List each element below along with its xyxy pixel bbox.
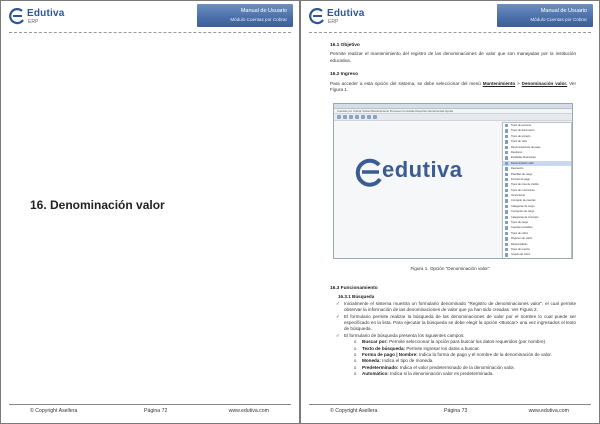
footer-website[interactable]: www.edutiva.com <box>528 408 569 414</box>
menu-item-label: Denominación valor <box>511 161 534 165</box>
figure-screenshot <box>333 103 573 259</box>
check-item: ✓ Inicialmente el sistema muestra un formulario denominado "Registro de denominaciones valor", el cual permite observar la información de las denominaciones de valor que ya han sido creadas. Ver Figura 2. <box>330 301 576 314</box>
menu-item-label: Denominaciones de pago <box>511 145 541 149</box>
footer-page-number: Página 73 <box>444 408 468 414</box>
field-label: Predeterminado: <box>362 364 399 370</box>
menu-item-label: Régimen de cobro <box>511 237 533 241</box>
menu-item-label: Grupos de cobro <box>511 253 531 257</box>
app-logo-text: edutiva <box>382 157 463 182</box>
right-page <box>301 1 599 423</box>
menu-item-icon <box>505 173 508 176</box>
toolbar-icon <box>349 115 353 119</box>
menu-item-label: Tipos de cobro <box>511 231 529 235</box>
menu-item-icon <box>505 253 508 256</box>
field-label: Forma de pago | Nombre: <box>362 352 418 358</box>
banner-subtitle: Módulo Cuentas por Cobrar <box>230 17 287 22</box>
menu-path-denominacion: Denominación valor. <box>521 80 568 86</box>
footer-website[interactable]: www.edutiva.com <box>228 408 269 414</box>
menu-item-icon <box>505 232 508 235</box>
left-page <box>1 1 299 423</box>
logo-subtext: ERP <box>28 19 39 25</box>
menu-item-label: Conceptos de cargo <box>511 210 535 214</box>
manual-banner <box>197 4 293 27</box>
menu-item-label: Tipos de emisión <box>511 134 531 138</box>
page-header <box>1 1 299 33</box>
logo-text: Edutiva <box>27 8 65 19</box>
mantenimiento-dropdown-menu <box>502 122 572 259</box>
page-header <box>301 1 599 33</box>
logo-text: Edutiva <box>327 8 365 19</box>
app-logo-icon <box>354 157 384 187</box>
field-bullet <box>330 371 576 377</box>
menu-item-label: Responsables <box>511 242 528 246</box>
check-item: ✓ El formulario de búsqueda presenta los siguientes campos: <box>330 333 576 339</box>
section-busqueda-title: 16.3.1 Búsqueda <box>338 294 375 300</box>
toolbar-icon <box>355 115 359 119</box>
menu-item-label: Tipos de valor <box>511 140 528 144</box>
page-footer <box>1 404 299 418</box>
banner-title: Manual de Usuario <box>240 8 287 14</box>
menu-item-icon <box>505 189 508 192</box>
menu-item-label: Tipos de nota de crédito <box>511 183 539 187</box>
toolbar-icon <box>367 115 371 119</box>
menu-item-icon <box>505 194 508 197</box>
edutiva-logo-icon <box>9 7 25 25</box>
menu-item-icon <box>505 146 508 149</box>
intro-content <box>330 43 576 101</box>
field-label: Buscar por: <box>362 339 388 345</box>
menu-item-label: Vencimiento <box>511 194 526 198</box>
menu-item-icon <box>505 167 508 170</box>
field-description: Indica el valor predeterminado de la denominación valor. <box>398 364 515 370</box>
menu-item-label: Categorías de cargo <box>511 204 535 208</box>
header-divider <box>309 32 591 33</box>
section-funcionamiento-title: 16.3 Funcionamiento <box>330 286 378 291</box>
menu-item-icon <box>505 162 508 165</box>
footer-page-number: Página 72 <box>144 408 168 414</box>
app-menubar: Cuentas por Cobrar Vistas Mantenimiento Procesos Consultas Reportes Herramientas Ayuda <box>334 109 572 114</box>
menu-item-icon <box>505 221 508 224</box>
menu-item-label: Tipos de persona <box>511 124 531 127</box>
field-label: Texto de búsqueda: <box>362 345 406 351</box>
app-toolbar <box>334 114 572 121</box>
menu-item-icon <box>505 248 508 251</box>
menu-item-label: Entidades financieras <box>511 156 536 160</box>
menu-item-label: Formas de pago <box>511 177 530 181</box>
menu-item-icon <box>505 151 508 154</box>
header-divider <box>9 32 291 33</box>
menu-item-icon <box>505 124 508 127</box>
menu-item-icon <box>505 205 508 208</box>
field-description: Permite seleccionar la opción para buscar los datos requeridos (por nombre). <box>387 339 547 345</box>
footer-divider <box>309 404 591 405</box>
section-ingreso-title: 16.2 Ingreso <box>330 72 358 78</box>
field-description: Permite ingresar los datos a buscar. <box>405 345 480 351</box>
logo-subtext: ERP <box>328 19 339 25</box>
menu-item-icon <box>505 243 508 246</box>
ingreso-text-a: Para acceder a esta opción del sistema, se debe seleccionar del menú <box>330 80 481 86</box>
menu-item-label: Descuento <box>511 167 524 171</box>
toolbar-icon <box>337 115 341 119</box>
menu-item-icon <box>505 199 508 202</box>
section-objetivo-title: 16.1 Objetivo <box>330 43 360 48</box>
menu-item-label: Deudores <box>511 150 523 154</box>
menu-item-icon <box>505 135 508 138</box>
menu-path-separator: > <box>515 80 522 86</box>
menu-item-icon <box>505 156 508 159</box>
menu-item-label: Plantillas de cargo <box>511 172 533 176</box>
menu-item-icon <box>505 226 508 229</box>
edutiva-logo-icon <box>309 7 325 25</box>
funcionamiento-content <box>330 286 576 378</box>
field-description: Indica la forma de pago y el nombre de la denominación de valor. <box>417 352 552 358</box>
menu-item-icon <box>505 140 508 143</box>
dropdown-menu-item[interactable] <box>503 252 571 257</box>
menu-path-mantenimiento: Mantenimiento <box>482 80 516 86</box>
field-label: Automático: <box>362 371 389 377</box>
menu-item-icon <box>505 183 508 186</box>
check-item: ✓ El formulario permite realizar la búsqueda de las denominaciones de valor por el nombre lo cual puede ser especificado en la lista. Para ejecutar la búsqueda se debe elegir la opción <Buscar> una vez ingresados el texto de búsqueda. <box>330 314 576 333</box>
menu-item-icon <box>505 237 508 240</box>
edutiva-logo <box>309 7 369 29</box>
section-ingreso-text <box>330 81 576 94</box>
menu-item-label: Tipos de movimiento <box>511 188 535 192</box>
field-description: Indica si la denominación valor es predeterminada. <box>388 371 494 377</box>
menu-item-label: Tipos de documento <box>511 129 535 133</box>
banner-subtitle: Módulo Cuentas por Cobrar <box>530 17 587 22</box>
footer-copyright: © Copyright Asellera <box>330 408 378 414</box>
menu-item-label: Categorías de concepto <box>511 215 539 219</box>
menu-item-label: Tipos de cargo <box>511 221 529 225</box>
menu-item-label: Cuentas contables <box>511 226 533 230</box>
menu-item-label: Concepto de cuentas <box>511 199 536 203</box>
page-footer <box>301 404 599 418</box>
edutiva-logo <box>9 7 69 29</box>
banner-title: Manual de Usuario <box>540 8 587 14</box>
section-objetivo-text: Permite realizar el mantenimiento del registro de las denominaciones de valor que son manejadas por la institución educativa. <box>330 51 576 63</box>
ingreso-text-b: Ver Figura 1. <box>330 80 577 93</box>
footer-copyright: © Copyright Asellera <box>30 408 78 414</box>
menu-item-label: Tipos de reporte <box>511 247 530 251</box>
field-label: Moneda: <box>362 358 381 364</box>
figure-caption: Figura 1. Opción "Denominación valor" <box>410 266 490 271</box>
menu-item-icon <box>505 178 508 181</box>
toolbar-icon <box>361 115 365 119</box>
toolbar-icon <box>343 115 347 119</box>
footer-divider <box>9 404 291 405</box>
menu-item-icon <box>505 216 508 219</box>
manual-banner <box>497 4 593 27</box>
chapter-title: 16. Denominación valor <box>30 198 165 212</box>
menu-item-icon <box>505 210 508 213</box>
toolbar-icon <box>373 115 377 119</box>
menu-item-icon <box>505 129 508 132</box>
field-description: Indica el tipo de moneda. <box>380 358 434 364</box>
